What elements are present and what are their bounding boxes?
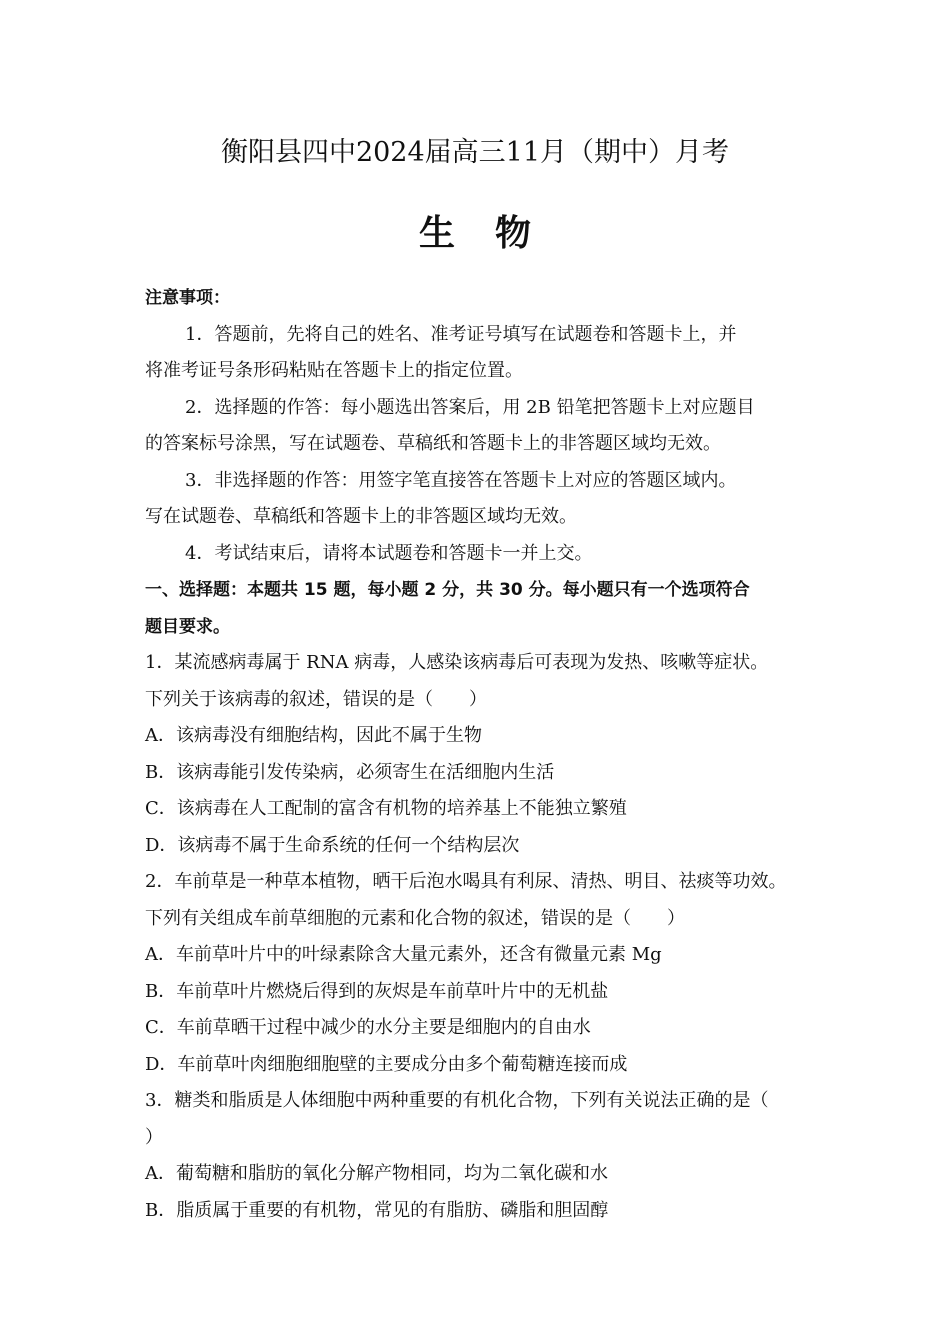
section-heading-line-1: 一、选择题：本题共 15 题，每小题 2 分，共 30 分。每小题只有一个选项符合 <box>145 580 750 600</box>
notice-item-4-line-1: 4．考试结束后，请将本试题卷和答题卡一并上交。 <box>185 542 593 564</box>
notice-heading: 注意事项： <box>145 288 230 308</box>
notice-item-3-line-1: 3．非选择题的作答：用签字笔直接答在答题卡上对应的答题区域内。 <box>185 469 737 491</box>
subject-title: 生物 <box>418 213 571 254</box>
question-1-option-b: B．该病毒能引发传染病，必须寄生在活细胞内生活 <box>145 761 555 783</box>
question-1-option-d: D．该病毒不属于生命系统的任何一个结构层次 <box>145 834 520 856</box>
notice-item-1-line-1: 1．答题前，先将自己的姓名、准考证号填写在试题卷和答题卡上，并 <box>185 323 737 345</box>
exam-title: 衡阳县四中2024届高三11月（期中）月考 <box>220 137 730 168</box>
question-2-option-c: C．车前草晒干过程中减少的水分主要是细胞内的自由水 <box>145 1017 591 1038</box>
question-1-option-c: C．该病毒在人工配制的富含有机物的培养基上不能独立繁殖 <box>145 798 627 819</box>
question-2-option-b: B．车前草叶片燃烧后得到的灰烬是车前草叶片中的无机盐 <box>145 980 609 1002</box>
notice-item-3-line-2: 写在试题卷、草稿纸和答题卡上的非答题区域均无效。 <box>145 506 577 527</box>
question-2-option-a: A．车前草叶片中的叶绿素除含大量元素外，还含有微量元素 Mg <box>145 944 662 965</box>
question-2-stem-line-2: 下列有关组成车前草细胞的元素和化合物的叙述，错误的是（ ） <box>145 907 685 929</box>
question-1-stem-line-2: 下列关于该病毒的叙述，错误的是（ ） <box>145 688 487 710</box>
notice-item-1-line-2: 将准考证号条形码粘贴在答题卡上的指定位置。 <box>145 360 523 381</box>
notice-item-2-line-1: 2．选择题的作答：每小题选出答案后，用 2B 铅笔把答题卡上对应题目 <box>185 396 755 418</box>
question-2-stem-line-1: 2．车前草是一种草本植物，晒干后泡水喝具有利尿、清热、明目、祛痰等功效。 <box>145 871 787 892</box>
question-3-stem-line-2: ） <box>145 1126 163 1148</box>
question-1-stem-line-1: 1．某流感病毒属于 RNA 病毒，人感染该病毒后可表现为发热、咳嗽等症状。 <box>145 652 769 673</box>
question-3-option-a: A．葡萄糖和脂肪的氧化分解产物相同，均为二氧化碳和水 <box>145 1163 608 1184</box>
exam-content <box>145 280 810 1229</box>
question-3-stem-line-1: 3．糖类和脂质是人体细胞中两种重要的有机化合物，下列有关说法正确的是（ <box>145 1090 769 1111</box>
question-3-option-b: B．脂质属于重要的有机物，常见的有脂肪、磷脂和胆固醇 <box>145 1199 609 1221</box>
question-1-option-a: A．该病毒没有细胞结构，因此不属于生物 <box>145 725 482 746</box>
question-2-option-d: D．车前草叶肉细胞细胞壁的主要成分由多个葡萄糖连接而成 <box>145 1053 628 1075</box>
section-heading-line-2: 题目要求。 <box>145 616 230 637</box>
notice-item-2-line-2: 的答案标号涂黑，写在试题卷、草稿纸和答题卡上的非答题区域均无效。 <box>145 433 721 454</box>
